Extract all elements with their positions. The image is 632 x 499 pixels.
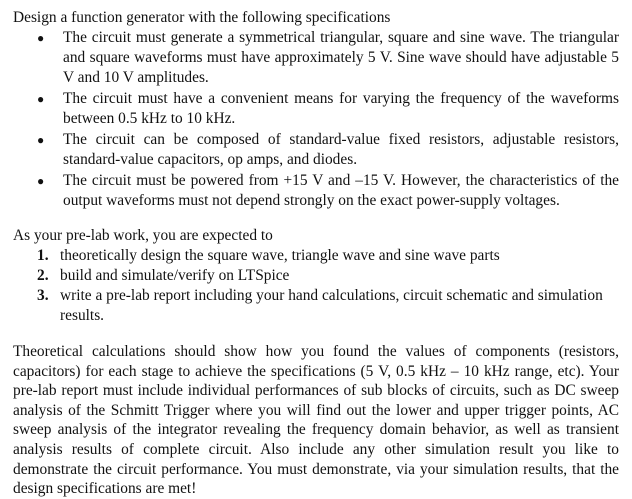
task-item <box>13 286 619 326</box>
task-text: theoretically design the square wave, triangle wave and sine wave parts <box>60 247 500 264</box>
specifications-list <box>13 28 619 211</box>
task-text: write a pre-lab report including your hand calculations, circuit schematic and simulation results. <box>60 287 603 324</box>
task-number: 3. <box>37 287 49 304</box>
spec-text: The circuit must be powered from +15 V and –15 V. However, the characteristics of the output waveforms must not depend strongly on the exact power-supply voltages. <box>63 172 619 209</box>
document-page <box>13 8 619 499</box>
task-list <box>13 246 619 326</box>
bullet-icon: ● <box>37 174 45 188</box>
bullet-icon: ● <box>37 133 45 147</box>
bullet-icon: ● <box>37 92 45 106</box>
intro-text: Design a function generator with the following specifications <box>13 9 391 26</box>
spec-item <box>13 171 619 211</box>
bullet-icon: ● <box>37 31 45 45</box>
spec-item <box>13 28 619 88</box>
spec-text: The circuit must generate a symmetrical triangular, square and sine wave. The triangular and square waveforms must have approximately 5 V. Sine wave should have adjustable 5 V and 10 V amplitudes. <box>63 29 619 86</box>
task-number: 2. <box>37 267 49 284</box>
task-number: 1. <box>37 247 49 264</box>
closing-paragraph: Theoretical calculations should show how you found the values of components (resistors, capacitors) for each stage to achieve the specifications (5 V, 0.5 kHz – 10 kHz range, etc). Your pre-lab report must include individual performances of sub blocks of circuits, such as DC sweep analysis of the Schmitt Trigger where you will find out the lower and upper trigger points, AC sweep analysis of the integrator revealing the frequency domain behavior, as well as transient analysis results of complete circuit. Also include any other simulation result you like to demonstrate the circuit performance. You must demonstrate, via your simulation results, that the design specifications are met! <box>13 343 619 498</box>
task-item <box>13 266 619 286</box>
spec-text: The circuit can be composed of standard-value fixed resistors, adjustable resistors, standard-value capacitors, op amps, and diodes. <box>63 131 619 168</box>
spec-text: The circuit must have a convenient means for varying the frequency of the waveforms between 0.5 kHz to 10 kHz. <box>63 90 619 127</box>
prelab-intro: As your pre-lab work, you are expected to <box>13 227 273 244</box>
spec-item <box>13 130 619 170</box>
task-text: build and simulate/verify on LTSpice <box>60 267 290 284</box>
spec-item <box>13 89 619 129</box>
task-item <box>13 246 619 266</box>
